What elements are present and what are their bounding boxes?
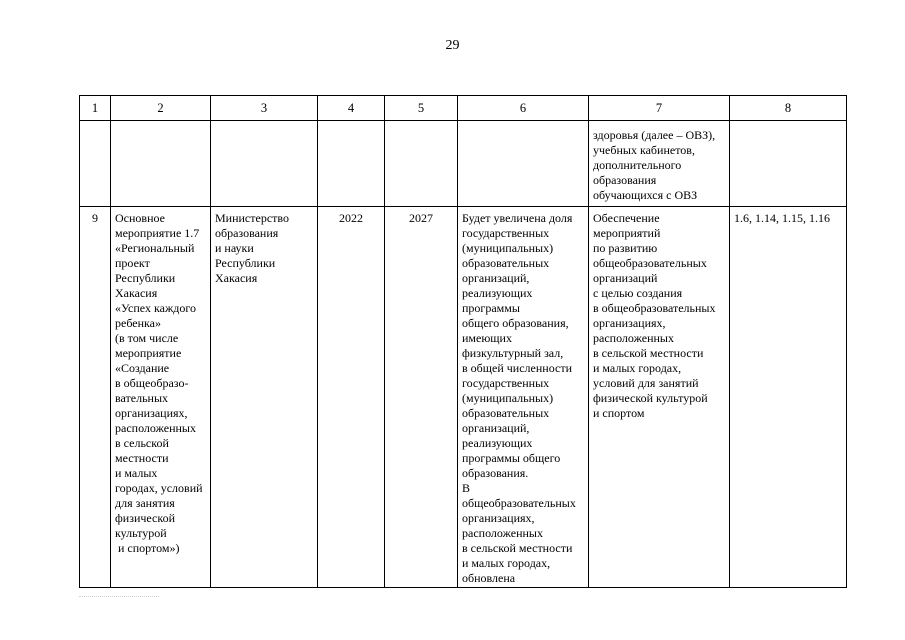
result-line: (муниципальных) (462, 241, 554, 255)
cont-col7-line: образования (593, 173, 657, 187)
activity-line: «Успех каждого (115, 301, 196, 315)
activity-line: Основное (115, 211, 165, 225)
result-line: образовательных (462, 406, 550, 420)
row9-activity-text (111, 207, 210, 556)
activity-line: культурой (115, 526, 167, 540)
result-line: программы общего (462, 451, 561, 465)
executor-line: Республики (215, 256, 276, 270)
cont-cell-6 (458, 121, 589, 207)
directions-line: организаций (593, 271, 658, 285)
directions-line: с целью создания (593, 286, 683, 300)
row9-directions-text (589, 207, 729, 421)
activity-line: городах, условий (115, 481, 203, 495)
row9-end-year-cell (385, 207, 458, 588)
result-line: государственных (462, 226, 550, 240)
result-line: организаций, (462, 271, 530, 285)
row9-number-cell (80, 207, 111, 588)
header-cell-8: 8 (730, 96, 847, 121)
row9-executor-cell (211, 207, 318, 588)
row9-result-cell (458, 207, 589, 588)
activity-line: «Региональный (115, 241, 195, 255)
result-line: реализующих (462, 286, 533, 300)
row9-number: 9 (92, 211, 98, 225)
cont-cell-8 (730, 121, 847, 207)
directions-line: физической культурой (593, 391, 708, 405)
result-line: расположенных (462, 526, 543, 540)
result-line: Будет увеличена доля (462, 211, 573, 225)
directions-line: Обеспечение (593, 211, 660, 225)
header-cell-4: 4 (318, 96, 385, 121)
row9-start-year: 2022 (339, 211, 363, 225)
cont-cell-3 (211, 121, 318, 207)
activity-line: проект (115, 256, 150, 270)
row9-directions-cell (589, 207, 730, 588)
cont-col7-line: учебных кабинетов, (593, 143, 695, 157)
activity-line: местности (115, 451, 169, 465)
executor-line: Хакасия (215, 271, 258, 285)
scan-artifact-divider (79, 596, 159, 599)
activity-line: в сельской (115, 436, 169, 450)
table-row-9 (80, 207, 847, 588)
header-cell-1: 1 (80, 96, 111, 121)
activity-line: мероприятие (115, 346, 182, 360)
activity-line: Хакасия (115, 286, 158, 300)
activity-line: для занятия (115, 496, 175, 510)
directions-line: в общеобразовательных (593, 301, 716, 315)
directions-line: общеобразовательных (593, 256, 707, 270)
cont-col7-line: обучающихся с ОВЗ (593, 188, 698, 202)
row9-activity-cell (111, 207, 211, 588)
result-line: реализующих (462, 436, 533, 450)
executor-line: Министерство (215, 211, 289, 225)
activity-line: и малых (115, 466, 158, 480)
result-line: государственных (462, 376, 550, 390)
directions-line: организациях, (593, 316, 666, 330)
result-line: (муниципальных) (462, 391, 554, 405)
result-line: в сельской местности (462, 541, 573, 555)
cont-cell-1 (80, 121, 111, 207)
result-line: обновлена (462, 571, 516, 585)
activity-line: в общеобразо- (115, 376, 189, 390)
result-line: имеющих (462, 331, 512, 345)
activity-line: Республики (115, 271, 176, 285)
directions-line: в сельской местности (593, 346, 704, 360)
program-table (79, 95, 847, 588)
header-cell-5: 5 (385, 96, 458, 121)
activity-line: ребенка» (115, 316, 161, 330)
result-line: общеобразовательных (462, 496, 576, 510)
header-cell-3: 3 (211, 96, 318, 121)
header-cell-6: 6 (458, 96, 589, 121)
result-line: образовательных (462, 256, 550, 270)
row9-executor-text (211, 207, 317, 286)
cont-cell-4 (318, 121, 385, 207)
result-line: общего образования, (462, 316, 569, 330)
cont-cell-2 (111, 121, 211, 207)
activity-line: организациях, (115, 406, 188, 420)
directions-line: расположенных (593, 331, 674, 345)
cont-col7-line: здоровья (далее – ОВЗ), (593, 128, 716, 142)
header-cell-2: 2 (111, 96, 211, 121)
cont-col7-line: дополнительного (593, 158, 682, 172)
row9-indicators: 1.6, 1.14, 1.15, 1.16 (734, 211, 830, 225)
result-line: и малых городах, (462, 556, 551, 570)
result-line: в общей численности (462, 361, 572, 375)
activity-line: вательных (115, 391, 169, 405)
result-line: программы (462, 301, 520, 315)
activity-line: расположенных (115, 421, 196, 435)
executor-line: и науки (215, 241, 254, 255)
table-header-row (80, 96, 847, 121)
result-line: образования. (462, 466, 529, 480)
row9-end-year: 2027 (409, 211, 433, 225)
activity-line: мероприятие 1.7 (115, 226, 200, 240)
cont-cell-7 (589, 121, 730, 207)
executor-line: образования (215, 226, 279, 240)
result-line: организациях, (462, 511, 535, 525)
row9-start-year-cell (318, 207, 385, 588)
row9-result-text (458, 207, 588, 586)
result-line: В (462, 481, 471, 495)
row9-indicators-cell (730, 207, 847, 588)
result-line: организаций, (462, 421, 530, 435)
directions-line: и спортом (593, 406, 645, 420)
activity-line: физической (115, 511, 175, 525)
header-cell-7: 7 (589, 96, 730, 121)
cont-cell-5 (385, 121, 458, 207)
directions-line: мероприятий (593, 226, 661, 240)
directions-line: условий для занятий (593, 376, 699, 390)
page-number: 29 (445, 38, 460, 53)
directions-line: и малых городах, (593, 361, 682, 375)
result-line: физкультурный зал, (462, 346, 564, 360)
activity-line: и спортом») (115, 541, 180, 555)
cont-col7-text (589, 121, 729, 203)
table-row-continuation (80, 121, 847, 207)
activity-line: «Создание (115, 361, 170, 375)
activity-line: (в том числе (115, 331, 179, 345)
directions-line: по развитию (593, 241, 658, 255)
